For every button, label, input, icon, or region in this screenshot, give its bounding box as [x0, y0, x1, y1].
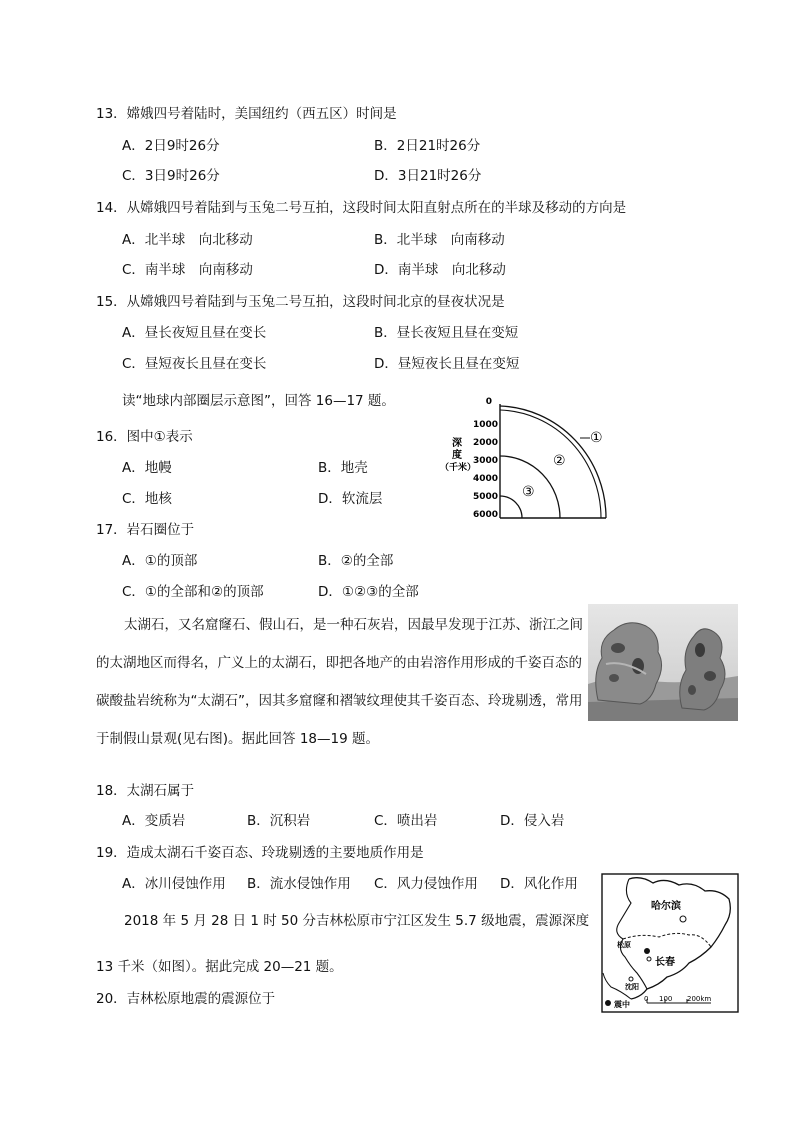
city-shenyang: 沈阳	[625, 983, 639, 991]
intro-16-17: 读“地球内部圈层示意图”，回答 16—17 题。	[122, 393, 395, 409]
q16-option-d: D．软流层	[318, 491, 383, 507]
taihu-stone-photo	[588, 604, 738, 721]
city-harbin: 哈尔滨	[651, 901, 681, 912]
tick-5000: 5000	[472, 492, 498, 502]
question-15-stem: 15．从嫦娥四号着陆到与玉兔二号互拍，这段时间北京的昼夜状况是	[96, 294, 505, 310]
core-boundary	[500, 496, 522, 518]
layer-label-3: ③	[522, 484, 535, 500]
q16-option-a: A．地幔	[122, 460, 172, 476]
taihu-paragraph	[96, 606, 586, 758]
q17-option-c: C．①的全部和②的顶部	[122, 584, 264, 600]
q14-option-d: D．南半球 向北移动	[374, 262, 506, 278]
tick-3000: 3000	[472, 456, 498, 466]
scale-0: 0	[644, 995, 649, 1003]
q15-option-d: D．昼短夜长且昼在变短	[374, 356, 520, 372]
earth-layers-diagram	[440, 392, 620, 524]
question-16-stem: 16．图中①表示	[96, 429, 193, 445]
q19-option-a: A．冰川侵蚀作用	[122, 876, 226, 892]
question-14-stem: 14．从嫦娥四号着陆到与玉兔二号互拍，这段时间太阳直射点所在的半球及移动的方向是	[96, 200, 627, 216]
depth-label-3: （千米）	[440, 463, 477, 473]
changchun-marker	[647, 957, 651, 961]
legend-epicenter-icon	[605, 1000, 611, 1006]
question-13-stem: 13．嫦娥四号着陆时，美国纽约（西五区）时间是	[96, 106, 397, 122]
tick-0: 0	[485, 397, 492, 407]
question-17-stem: 17．岩石圈位于	[96, 522, 195, 538]
q13-option-d: D．3日21时26分	[374, 168, 482, 184]
tick-6000: 6000	[472, 510, 498, 520]
epicenter-marker	[644, 948, 650, 954]
jilin-map	[601, 873, 739, 1013]
q16-option-b: B．地壳	[318, 460, 368, 476]
depth-label-1: 深	[452, 438, 462, 449]
q13-option-c: C．3日9时26分	[122, 168, 220, 184]
quake-paragraph	[96, 898, 596, 990]
q16-option-c: C．地核	[122, 491, 172, 507]
harbin-marker	[680, 916, 686, 922]
scale-100: 100	[659, 995, 673, 1003]
scale-200: 200km	[687, 995, 712, 1003]
q19-option-b: B．流水侵蚀作用	[247, 876, 351, 892]
question-19-stem: 19．造成太湖石千姿百态、玲珑剔透的主要地质作用是	[96, 845, 424, 861]
depth-label-2: 度	[452, 450, 462, 461]
tick-4000: 4000	[472, 474, 498, 484]
shenyang-marker	[629, 977, 633, 981]
layer-label-2: ②	[553, 453, 566, 469]
q19-option-d: D．风化作用	[500, 876, 578, 892]
quake-paragraph-text: 2018 年 5 月 28 日 1 时 50 分吉林松原市宁江区发生 5.7 级地震，震源深度 13 千米（如图）。据此完成 20—21 题。	[96, 913, 590, 975]
city-songyuan: 松原	[617, 941, 631, 949]
question-20-stem: 20．吉林松原地震的震源位于	[96, 991, 276, 1007]
q17-option-b: B．②的全部	[318, 553, 394, 569]
tick-1000: 1000	[472, 420, 498, 430]
q18-option-b: B．沉积岩	[247, 813, 311, 829]
tick-2000: 2000	[472, 438, 498, 448]
q18-option-a: A．变质岩	[122, 813, 186, 829]
q13-option-b: B．2日21时26分	[374, 138, 481, 154]
taihu-paragraph-text: 太湖石，又名窟窿石、假山石，是一种石灰岩，因最早发现于江苏、浙江之间的太湖地区而得名，广义上的太湖石，即把各地产的由岩溶作用形成的千姿百态的碳酸盐岩统称为“太湖石”，因其多窟窿和褶皱纹理使其千姿百态、玲珑剔透，常用于制假山景观(见右图)。据此回答 18—19 题。	[96, 617, 583, 747]
legend-epicenter: 震中	[614, 1000, 630, 1009]
q15-option-a: A．昼长夜短且昼在变长	[122, 325, 267, 341]
layer-label-1: ①	[590, 430, 603, 446]
q18-option-c: C．喷出岩	[374, 813, 438, 829]
question-18-stem: 18．太湖石属于	[96, 783, 195, 799]
q19-option-c: C．风力侵蚀作用	[374, 876, 478, 892]
q14-option-c: C．南半球 向南移动	[122, 262, 253, 278]
q14-option-a: A．北半球 向北移动	[122, 232, 253, 248]
q17-option-d: D．①②③的全部	[318, 584, 419, 600]
q17-option-a: A．①的顶部	[122, 553, 198, 569]
city-changchun: 长春	[655, 957, 675, 968]
q15-option-c: C．昼短夜长且昼在变长	[122, 356, 267, 372]
q13-option-a: A．2日9时26分	[122, 138, 220, 154]
q18-option-d: D．侵入岩	[500, 813, 565, 829]
q15-option-b: B．昼长夜短且昼在变短	[374, 325, 519, 341]
q14-option-b: B．北半球 向南移动	[374, 232, 505, 248]
